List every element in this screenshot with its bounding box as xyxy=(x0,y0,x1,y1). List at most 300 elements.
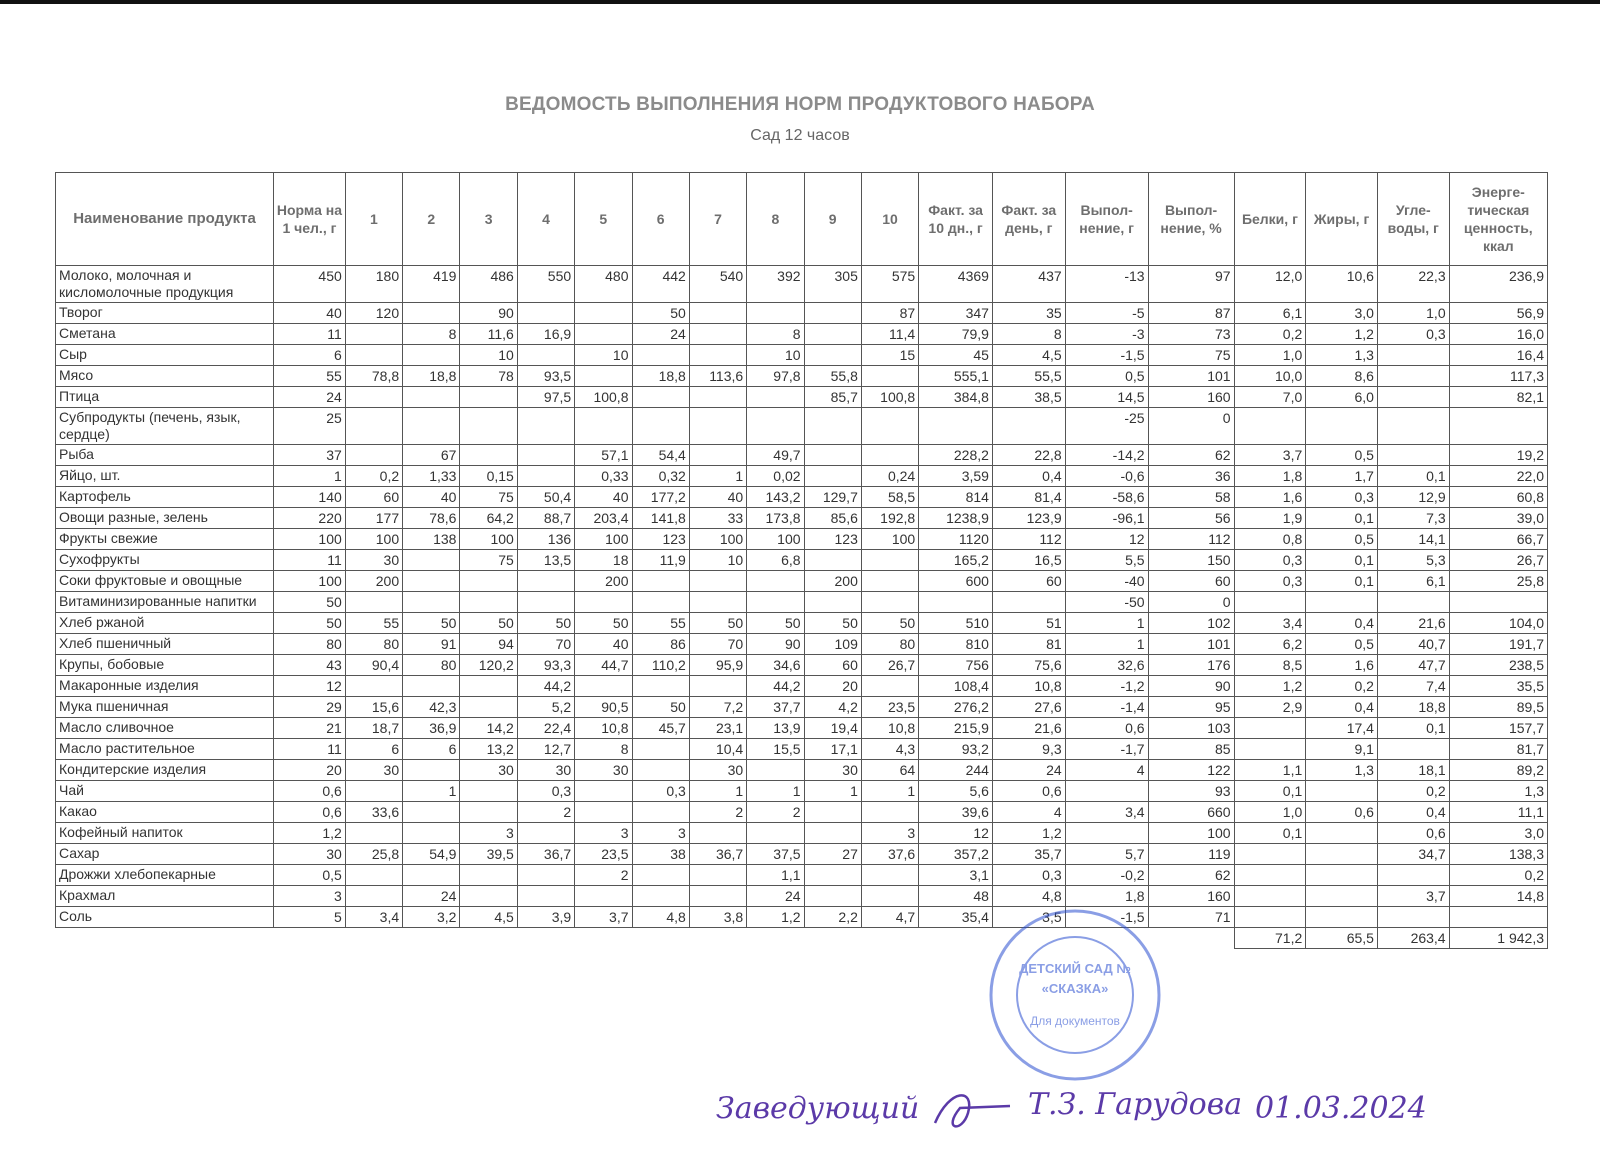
table-cell: 442 xyxy=(632,266,689,303)
table-cell: 37 xyxy=(274,445,346,466)
table-cell: 23,5 xyxy=(575,844,632,865)
table-cell xyxy=(345,676,402,697)
table-cell xyxy=(460,781,517,802)
table-cell: 140 xyxy=(274,487,346,508)
table-cell: 112 xyxy=(1148,529,1234,550)
table-cell: 0,15 xyxy=(460,466,517,487)
table-cell: 24 xyxy=(747,886,804,907)
table-cell: 276,2 xyxy=(919,697,993,718)
header-cell: 2 xyxy=(403,173,460,266)
table-cell: 0,6 xyxy=(992,781,1065,802)
table-row xyxy=(56,571,1548,592)
table-cell: 20 xyxy=(274,760,346,781)
table-cell: 89,5 xyxy=(1449,697,1547,718)
table-cell: 203,4 xyxy=(575,508,632,529)
table-cell: 50 xyxy=(747,613,804,634)
product-name: Соль xyxy=(56,907,274,928)
product-name: Творог xyxy=(56,303,274,324)
table-cell: -96,1 xyxy=(1065,508,1148,529)
table-cell: 10,0 xyxy=(1234,366,1306,387)
table-cell: 10,6 xyxy=(1306,266,1378,303)
table-cell: 3,9 xyxy=(517,907,574,928)
stamp-line-3: Для документов xyxy=(1030,1014,1120,1028)
table-cell: 3 xyxy=(632,823,689,844)
table-cell: 82,1 xyxy=(1449,387,1547,408)
table-cell xyxy=(689,445,746,466)
table-cell: 660 xyxy=(1148,802,1234,823)
table-cell xyxy=(460,445,517,466)
table-cell xyxy=(632,408,689,445)
table-cell: 50 xyxy=(403,613,460,634)
table-cell: 34,6 xyxy=(747,655,804,676)
table-cell: 10 xyxy=(575,345,632,366)
table-cell xyxy=(1234,907,1306,928)
scan-edge xyxy=(0,0,1600,4)
table-cell xyxy=(1377,739,1449,760)
table-cell: -0,2 xyxy=(1065,865,1148,886)
table-cell: -0,6 xyxy=(1065,466,1148,487)
total-cell: 65,5 xyxy=(1306,928,1378,949)
table-row xyxy=(56,408,1548,445)
table-cell: 27,6 xyxy=(992,697,1065,718)
table-row xyxy=(56,844,1548,865)
table-cell xyxy=(1449,592,1547,613)
table-cell: 0,6 xyxy=(1065,718,1148,739)
table-cell: 0,6 xyxy=(1377,823,1449,844)
table-cell: 95,9 xyxy=(689,655,746,676)
table-cell xyxy=(517,408,574,445)
table-cell: 103 xyxy=(1148,718,1234,739)
table-cell xyxy=(1306,823,1378,844)
table-cell: 6,1 xyxy=(1377,571,1449,592)
table-cell: 80 xyxy=(861,634,918,655)
table-cell: 64 xyxy=(861,760,918,781)
table-cell: 30 xyxy=(689,760,746,781)
table-cell: 600 xyxy=(919,571,993,592)
table-cell: 384,8 xyxy=(919,387,993,408)
header-cell: Энерге-тическая ценность, ккал xyxy=(1449,173,1547,266)
table-cell: 100 xyxy=(460,529,517,550)
table-cell: 5,7 xyxy=(1065,844,1148,865)
table-cell: 90 xyxy=(460,303,517,324)
table-cell xyxy=(1377,865,1449,886)
table-cell: 93,5 xyxy=(517,366,574,387)
table-cell: 1,8 xyxy=(1065,886,1148,907)
table-cell: 55,5 xyxy=(992,366,1065,387)
table-cell: 39,0 xyxy=(1449,508,1547,529)
table-cell xyxy=(1377,907,1449,928)
table-cell: 40 xyxy=(689,487,746,508)
table-cell xyxy=(632,760,689,781)
table-cell: 80 xyxy=(345,634,402,655)
table-cell xyxy=(403,865,460,886)
table-cell: 48 xyxy=(919,886,993,907)
table-cell: 18,7 xyxy=(345,718,402,739)
table-cell: -50 xyxy=(1065,592,1148,613)
table-cell xyxy=(632,739,689,760)
product-name: Соки фруктовые и овощные xyxy=(56,571,274,592)
product-name: Сметана xyxy=(56,324,274,345)
table-cell xyxy=(689,592,746,613)
table-cell: 11,4 xyxy=(861,324,918,345)
table-cell: 73 xyxy=(1148,324,1234,345)
table-cell: 23,5 xyxy=(861,697,918,718)
table-cell xyxy=(1306,592,1378,613)
table-cell: 4369 xyxy=(919,266,993,303)
table-cell: 24 xyxy=(632,324,689,345)
product-name: Крупы, бобовые xyxy=(56,655,274,676)
table-cell: 0,8 xyxy=(1234,529,1306,550)
table-cell: 0,1 xyxy=(1306,571,1378,592)
table-cell: 24 xyxy=(403,886,460,907)
table-cell: 1 xyxy=(1065,634,1148,655)
table-cell xyxy=(1377,387,1449,408)
product-name: Какао xyxy=(56,802,274,823)
table-cell: 0,1 xyxy=(1306,508,1378,529)
table-cell: 12 xyxy=(919,823,993,844)
table-cell: 16,0 xyxy=(1449,324,1547,345)
table-cell xyxy=(747,387,804,408)
table-cell: 15,5 xyxy=(747,739,804,760)
table-row xyxy=(56,445,1548,466)
table-cell: 236,9 xyxy=(1449,266,1547,303)
table-cell: 123,9 xyxy=(992,508,1065,529)
table-cell xyxy=(689,571,746,592)
table-cell: 3,7 xyxy=(1377,886,1449,907)
table-cell: 24 xyxy=(992,760,1065,781)
table-cell: 12,9 xyxy=(1377,487,1449,508)
header-cell: Факт. за 10 дн., г xyxy=(919,173,993,266)
table-cell: 4,5 xyxy=(460,907,517,928)
table-cell xyxy=(804,445,861,466)
table-cell: 56 xyxy=(1148,508,1234,529)
table-cell: 0,3 xyxy=(517,781,574,802)
table-cell: 12,7 xyxy=(517,739,574,760)
table-cell: 305 xyxy=(804,266,861,303)
table-cell: 97,8 xyxy=(747,366,804,387)
product-name: Мука пшеничная xyxy=(56,697,274,718)
table-cell: 21,6 xyxy=(1377,613,1449,634)
product-name: Чай xyxy=(56,781,274,802)
table-cell: 50 xyxy=(804,613,861,634)
table-cell: 40 xyxy=(575,487,632,508)
table-cell: 1,1 xyxy=(1234,760,1306,781)
table-cell: 1,2 xyxy=(1234,676,1306,697)
table-cell: 79,9 xyxy=(919,324,993,345)
table-cell xyxy=(575,592,632,613)
table-cell: 60 xyxy=(1148,571,1234,592)
table-cell xyxy=(861,408,918,445)
table-cell: 1,0 xyxy=(1377,303,1449,324)
table-cell xyxy=(403,345,460,366)
table-cell: 3,7 xyxy=(1234,445,1306,466)
table-cell: 97,5 xyxy=(517,387,574,408)
document-title: ВЕДОМОСТЬ ВЫПОЛНЕНИЯ НОРМ ПРОДУКТОВОГО НАБОРА xyxy=(505,94,1095,115)
table-cell xyxy=(804,466,861,487)
product-name: Молоко, молочная и кисломолочные продукция xyxy=(56,266,274,303)
product-name: Масло сливочное xyxy=(56,718,274,739)
table-cell: 810 xyxy=(919,634,993,655)
table-cell: 42,3 xyxy=(403,697,460,718)
table-cell: 347 xyxy=(919,303,993,324)
header-cell: 1 xyxy=(345,173,402,266)
table-cell: 112 xyxy=(992,529,1065,550)
table-cell: 180 xyxy=(345,266,402,303)
table-cell xyxy=(632,865,689,886)
table-cell: 0,2 xyxy=(1377,781,1449,802)
table-cell: 157,7 xyxy=(1449,718,1547,739)
table-cell xyxy=(632,802,689,823)
table-cell: 100 xyxy=(861,529,918,550)
table-cell xyxy=(747,408,804,445)
table-cell xyxy=(1306,844,1378,865)
table-cell: 35,4 xyxy=(919,907,993,928)
table-cell: 5,6 xyxy=(919,781,993,802)
table-cell: 50 xyxy=(861,613,918,634)
product-name: Кофейный напиток xyxy=(56,823,274,844)
table-cell xyxy=(1377,592,1449,613)
table-cell: 4,8 xyxy=(632,907,689,928)
table-cell: 14,1 xyxy=(1377,529,1449,550)
table-cell: 0,5 xyxy=(1306,529,1378,550)
table-cell: 5,5 xyxy=(1065,550,1148,571)
table-row xyxy=(56,592,1548,613)
table-cell: 94 xyxy=(460,634,517,655)
table-cell: 75 xyxy=(460,550,517,571)
table-cell: 8 xyxy=(747,324,804,345)
table-cell xyxy=(345,865,402,886)
table-cell: -1,4 xyxy=(1065,697,1148,718)
table-cell xyxy=(747,571,804,592)
header-cell: 10 xyxy=(861,173,918,266)
table-cell: 60 xyxy=(345,487,402,508)
table-cell: 22,3 xyxy=(1377,266,1449,303)
table-cell: 85,6 xyxy=(804,508,861,529)
table-cell: 100 xyxy=(747,529,804,550)
table-cell xyxy=(861,366,918,387)
table-cell: 0 xyxy=(1148,592,1234,613)
table-cell: 39,5 xyxy=(460,844,517,865)
table-row xyxy=(56,781,1548,802)
table-cell: 10,4 xyxy=(689,739,746,760)
table-row xyxy=(56,487,1548,508)
official-stamp xyxy=(985,905,1165,1085)
table-cell: 10 xyxy=(689,550,746,571)
table-cell: -25 xyxy=(1065,408,1148,445)
table-cell: 3,2 xyxy=(403,907,460,928)
table-cell: 129,7 xyxy=(804,487,861,508)
table-cell: 64,2 xyxy=(460,508,517,529)
table-cell: 37,5 xyxy=(747,844,804,865)
product-name: Крахмал xyxy=(56,886,274,907)
table-cell: 6,2 xyxy=(1234,634,1306,655)
table-cell xyxy=(1377,366,1449,387)
header-cell: Факт. за день, г xyxy=(992,173,1065,266)
table-row xyxy=(56,266,1548,303)
table-cell: 78 xyxy=(460,366,517,387)
table-cell: 4,3 xyxy=(861,739,918,760)
table-cell xyxy=(345,445,402,466)
table-cell xyxy=(861,571,918,592)
table-cell: 11,1 xyxy=(1449,802,1547,823)
table-cell xyxy=(345,324,402,345)
table-cell: 6,8 xyxy=(747,550,804,571)
table-cell: 150 xyxy=(1148,550,1234,571)
table-cell: 143,2 xyxy=(747,487,804,508)
table-cell: 6 xyxy=(274,345,346,366)
table-cell: 33 xyxy=(689,508,746,529)
table-cell xyxy=(575,408,632,445)
total-cell: 1 942,3 xyxy=(1449,928,1547,949)
table-cell: 13,9 xyxy=(747,718,804,739)
header-cell: 4 xyxy=(517,173,574,266)
header-cell: Выпол-нение, % xyxy=(1148,173,1234,266)
table-cell xyxy=(919,592,993,613)
table-cell: 30 xyxy=(274,844,346,865)
table-cell xyxy=(804,886,861,907)
table-cell: 16,9 xyxy=(517,324,574,345)
table-cell: 3,7 xyxy=(575,907,632,928)
table-cell: 2 xyxy=(575,865,632,886)
table-cell: 11 xyxy=(274,324,346,345)
table-cell: 100 xyxy=(1148,823,1234,844)
table-cell xyxy=(403,550,460,571)
table-cell: 50 xyxy=(689,613,746,634)
table-cell: 101 xyxy=(1148,634,1234,655)
table-cell: 1,2 xyxy=(1306,324,1378,345)
product-name: Макаронные изделия xyxy=(56,676,274,697)
table-cell: 36 xyxy=(1148,466,1234,487)
table-cell: 3 xyxy=(460,823,517,844)
header-cell: 3 xyxy=(460,173,517,266)
table-cell: 200 xyxy=(804,571,861,592)
table-cell: 192,8 xyxy=(861,508,918,529)
table-row xyxy=(56,697,1548,718)
table-cell xyxy=(804,324,861,345)
table-row xyxy=(56,802,1548,823)
table-cell xyxy=(804,592,861,613)
table-cell: 0,2 xyxy=(1449,865,1547,886)
table-cell: -58,6 xyxy=(1065,487,1148,508)
header-cell: 6 xyxy=(632,173,689,266)
table-cell: 220 xyxy=(274,508,346,529)
signature-position: Заведующий xyxy=(716,1091,920,1126)
table-cell xyxy=(1377,345,1449,366)
table-cell: 0,1 xyxy=(1377,466,1449,487)
table-cell: 25,8 xyxy=(345,844,402,865)
table-cell: 15 xyxy=(861,345,918,366)
table-cell xyxy=(689,303,746,324)
table-cell xyxy=(632,592,689,613)
table-cell: 87 xyxy=(1148,303,1234,324)
table-cell: 25 xyxy=(274,408,346,445)
table-cell xyxy=(575,676,632,697)
table-cell: 90 xyxy=(747,634,804,655)
table-cell xyxy=(345,823,402,844)
table-cell xyxy=(517,592,574,613)
table-cell: 0,3 xyxy=(632,781,689,802)
table-cell xyxy=(460,886,517,907)
table-cell: 56,9 xyxy=(1449,303,1547,324)
table-row xyxy=(56,886,1548,907)
header-cell: 7 xyxy=(689,173,746,266)
table-cell: 6,0 xyxy=(1306,387,1378,408)
table-cell: -3 xyxy=(1065,324,1148,345)
table-cell xyxy=(1234,886,1306,907)
table-cell xyxy=(575,781,632,802)
table-cell: 1 xyxy=(274,466,346,487)
table-cell: 8,5 xyxy=(1234,655,1306,676)
table-cell: 0,4 xyxy=(992,466,1065,487)
table-cell: 10,8 xyxy=(861,718,918,739)
table-cell xyxy=(632,387,689,408)
table-cell: 138 xyxy=(403,529,460,550)
table-cell: 177,2 xyxy=(632,487,689,508)
table-cell xyxy=(517,865,574,886)
table-cell: 35,7 xyxy=(992,844,1065,865)
table-cell xyxy=(1234,408,1306,445)
table-cell: 1 xyxy=(747,781,804,802)
table-row xyxy=(56,760,1548,781)
table-cell: 141,8 xyxy=(632,508,689,529)
table-cell: 3,4 xyxy=(1065,802,1148,823)
table-cell xyxy=(403,387,460,408)
table-cell: 0,3 xyxy=(1234,550,1306,571)
table-cell: 30 xyxy=(460,760,517,781)
table-cell: 3,4 xyxy=(345,907,402,928)
table-cell: -1,7 xyxy=(1065,739,1148,760)
table-cell: 1,3 xyxy=(1306,760,1378,781)
table-cell: 3,5 xyxy=(992,907,1065,928)
table-cell: 88,7 xyxy=(517,508,574,529)
product-name: Хлеб ржаной xyxy=(56,613,274,634)
table-cell: 9,3 xyxy=(992,739,1065,760)
table-cell: -14,2 xyxy=(1065,445,1148,466)
table-row xyxy=(56,550,1548,571)
table-cell: 102 xyxy=(1148,613,1234,634)
table-cell: 1,8 xyxy=(1234,466,1306,487)
table-cell: 113,6 xyxy=(689,366,746,387)
table-cell: 21 xyxy=(274,718,346,739)
table-cell: 119 xyxy=(1148,844,1234,865)
table-cell: 50 xyxy=(575,613,632,634)
table-cell: 10,8 xyxy=(575,718,632,739)
table-cell: 62 xyxy=(1148,445,1234,466)
table-cell: 100 xyxy=(575,529,632,550)
table-row xyxy=(56,345,1548,366)
table-cell: 3 xyxy=(861,823,918,844)
table-cell: 22,4 xyxy=(517,718,574,739)
table-cell xyxy=(575,802,632,823)
table-cell: 0,3 xyxy=(992,865,1065,886)
table-cell: 1,2 xyxy=(992,823,1065,844)
table-cell xyxy=(1234,739,1306,760)
table-cell: 120 xyxy=(345,303,402,324)
table-cell: 89,2 xyxy=(1449,760,1547,781)
table-cell: 50 xyxy=(632,697,689,718)
table-cell: 37,6 xyxy=(861,844,918,865)
table-cell: 814 xyxy=(919,487,993,508)
table-cell: 0,6 xyxy=(274,781,346,802)
table-cell: 3 xyxy=(575,823,632,844)
table-cell: 1238,9 xyxy=(919,508,993,529)
table-cell: 36,7 xyxy=(689,844,746,865)
table-cell: 108,4 xyxy=(919,676,993,697)
table-cell: 1 xyxy=(861,781,918,802)
table-cell xyxy=(517,886,574,907)
table-cell xyxy=(632,676,689,697)
table-cell: 1,0 xyxy=(1234,802,1306,823)
